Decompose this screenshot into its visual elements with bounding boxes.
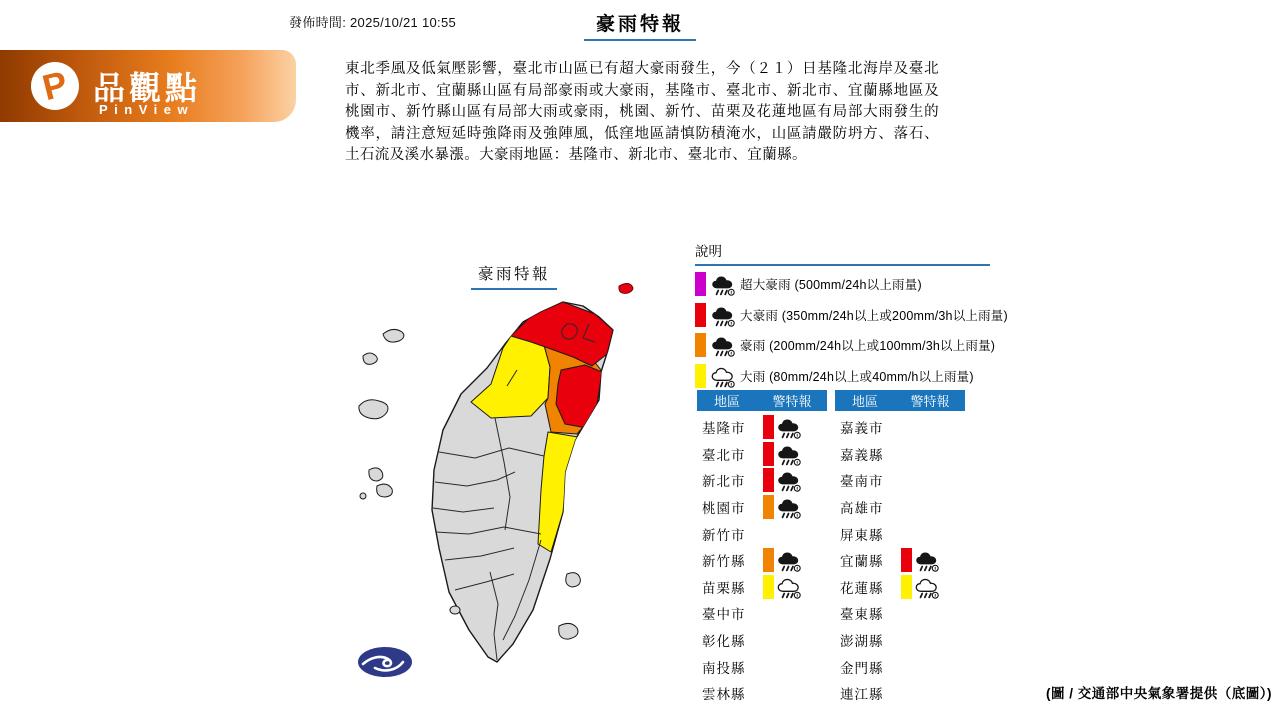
region-name: 嘉義縣 [840, 447, 884, 463]
brand-name: 品觀點 [93, 70, 202, 106]
alert-level-bar [901, 575, 912, 599]
table-row [835, 520, 965, 547]
cwa-logo-icon [358, 647, 412, 677]
table-row [835, 627, 965, 654]
alert-cell [763, 494, 802, 520]
region-name: 嘉義市 [840, 421, 884, 437]
table-row [697, 547, 827, 574]
region-name: 新北市 [702, 474, 746, 490]
alert-cell [763, 467, 802, 493]
region-name: 基隆市 [702, 421, 746, 437]
heavy-rain-icon [776, 574, 802, 600]
alert-level-bar [763, 495, 774, 519]
alert-level-bar [763, 468, 774, 492]
region-name: 澎湖縣 [840, 634, 884, 650]
island-matsu-north [383, 329, 404, 342]
table-row [835, 441, 965, 468]
table-row [697, 574, 827, 601]
p-mark: P [38, 62, 72, 109]
alert-cell [763, 441, 802, 467]
island-penghu-3 [360, 493, 366, 499]
legend-label: 大雨 (80mm/24h以上或40mm/h以上雨量) [740, 370, 974, 385]
storm-rain-icon [914, 547, 940, 573]
region-name: 新竹縣 [702, 554, 746, 570]
table-header [697, 390, 827, 411]
table-row [697, 600, 827, 627]
island-penghu-1 [369, 468, 383, 481]
island-orchid [559, 623, 578, 639]
alert-level-bar [763, 575, 774, 599]
region-name: 高雄市 [840, 501, 884, 517]
storm-rain-icon [710, 271, 736, 297]
storm-rain-icon [776, 414, 802, 440]
legend-label: 超大豪雨 (500mm/24h以上雨量) [740, 278, 922, 293]
map-title-label: 豪雨特報 [471, 262, 557, 290]
alert-cell [901, 547, 940, 573]
pinview-logo-icon [31, 62, 79, 110]
level-swatch [695, 364, 706, 388]
table-row [697, 414, 827, 441]
legend-item [695, 269, 995, 300]
region-name: 新竹市 [702, 527, 746, 543]
table-row [697, 653, 827, 680]
page-title: 豪雨特報 [584, 9, 696, 41]
region-name: 苗栗縣 [702, 580, 746, 596]
alert-cell [763, 414, 802, 440]
legend-item [695, 300, 1008, 331]
region-name: 屏東縣 [840, 527, 884, 543]
brand-name-en: PinView [99, 102, 195, 117]
region-name: 臺北市 [702, 447, 746, 463]
table-row [697, 494, 827, 521]
alert-level-bar [763, 415, 774, 439]
column-region: 地區 [713, 394, 740, 409]
region-name: 南投縣 [702, 660, 746, 676]
table-row [835, 653, 965, 680]
alert-tables [697, 390, 965, 707]
table-row [835, 414, 965, 441]
table-row [697, 520, 827, 547]
source-caption: (圖 / 交通部中央氣象署提供（底圖）) [1046, 686, 1272, 701]
table-header [835, 390, 965, 411]
heavy-rain-icon [914, 574, 940, 600]
storm-rain-icon [710, 332, 736, 358]
alert-level-bar [763, 548, 774, 572]
table-row [835, 547, 965, 574]
legend [695, 240, 1008, 391]
table-row [697, 627, 827, 654]
storm-rain-icon [776, 494, 802, 520]
storm-rain-icon [776, 547, 802, 573]
heavy-rain-icon [710, 363, 736, 389]
region-name: 臺南市 [840, 474, 884, 490]
column-region: 地區 [851, 394, 878, 409]
alert-table-right [835, 390, 965, 707]
region-name: 臺東縣 [840, 607, 884, 623]
legend-label: 豪雨 (200mm/24h以上或100mm/3h以上雨量) [740, 339, 996, 354]
table-row [697, 441, 827, 468]
level-swatch [695, 303, 706, 327]
region-name: 雲林縣 [702, 687, 746, 703]
table-row [835, 494, 965, 521]
published-time: 發佈時間: 2025/10/21 10:55 [289, 15, 457, 30]
alert-cell [901, 574, 940, 600]
table-row [697, 467, 827, 494]
storm-rain-icon [710, 302, 736, 328]
level-swatch [695, 333, 706, 357]
taiwan-map [345, 272, 680, 692]
region-name: 臺中市 [702, 607, 746, 623]
table-row [835, 467, 965, 494]
taiwan-map-section [345, 258, 685, 720]
advisory-text: 東北季風及低氣壓影響，臺北市山區已有超大豪雨發生，今（２１）日基隆北海岸及臺北市、新北市、宜蘭縣山區有局部豪雨或大豪雨，基隆市、臺北市、新北市、宜蘭縣地區及桃園市、新竹縣山區有局部大雨或豪雨，桃園、新竹、苗栗及花蓮地區有局部大雨發生的機率，請注意短延時強降雨及強陣風，低窪地區請慎防積淹水，山區請嚴防坍方、落石、土石流及溪水暴漲。大豪雨地區：基隆市、新北市、臺北市、宜蘭縣。 [345, 61, 939, 164]
storm-rain-icon [776, 467, 802, 493]
alert-table-left [697, 390, 827, 707]
region-name: 桃園市 [702, 501, 746, 517]
island-penghu-2 [377, 484, 393, 497]
island-matsu-south [363, 353, 377, 364]
alert-cell [763, 574, 802, 600]
table-row [835, 574, 965, 601]
region-name: 金門縣 [840, 660, 884, 676]
alert-level-bar [763, 442, 774, 466]
region-name: 彰化縣 [702, 634, 746, 650]
alert-level-bar [901, 548, 912, 572]
legend-item [695, 330, 995, 361]
island-liuqiu [450, 606, 460, 614]
legend-title: 說明 [695, 240, 990, 266]
alert-cell [763, 547, 802, 573]
column-alert: 警特報 [772, 394, 812, 409]
storm-rain-icon [776, 441, 802, 467]
legend-items [695, 269, 1008, 391]
legend-label: 大豪雨 (350mm/24h以上或200mm/3h以上雨量) [740, 308, 1008, 323]
region-red-yilan [556, 365, 602, 428]
level-swatch [695, 272, 706, 296]
region-name: 連江縣 [840, 687, 884, 703]
column-alert: 警特報 [910, 394, 950, 409]
island-green [566, 573, 581, 587]
region-name: 宜蘭縣 [840, 554, 884, 570]
island-keelung-islet-red [619, 284, 633, 294]
table-row [697, 680, 827, 707]
pinview-brand-banner [0, 50, 296, 122]
table-row [835, 680, 965, 707]
table-row [835, 600, 965, 627]
legend-item [695, 361, 995, 392]
region-name: 花蓮縣 [840, 580, 884, 596]
island-kinmen [359, 400, 388, 419]
